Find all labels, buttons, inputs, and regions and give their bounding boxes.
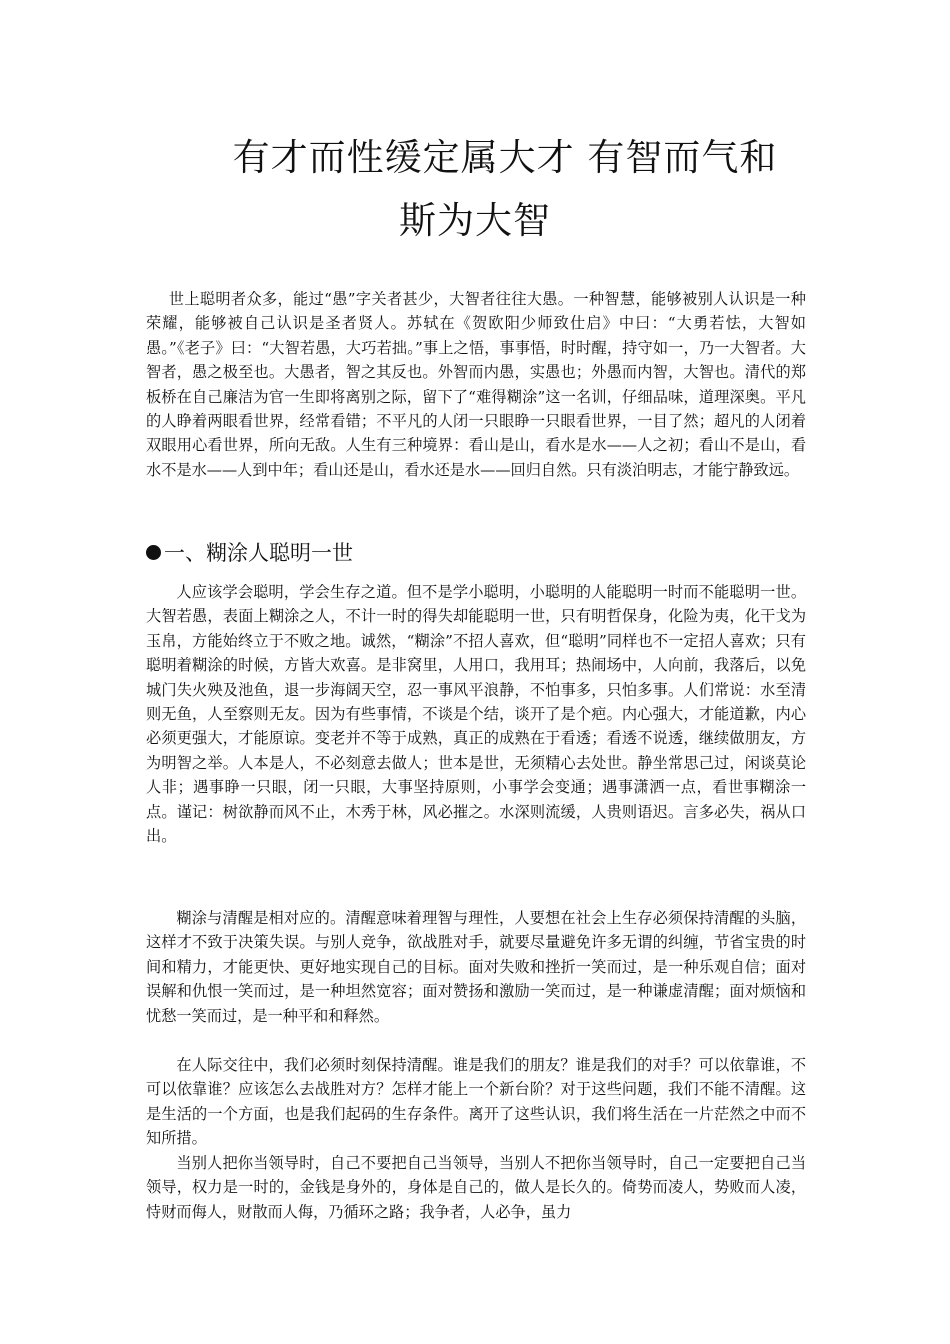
body-paragraph: 在人际交往中，我们必须时刻保持清醒。谁是我们的朋友？谁是我们的对手？可以依靠谁，不可以依靠谁？应该怎么去战胜对方？怎样才能上一个新台阶？对于这些问题，我们不能不清醒。这是生活的一个方面，也是我们起码的生存条件。离开了这些认识，我们将生活在一片茫然之中而不知所措。 bbox=[146, 1056, 806, 1148]
document-title-line-2: 斯为大智 bbox=[399, 199, 551, 242]
body-paragraph: 当别人把你当领导时，自己不要把自己当领导，当别人不把你当领导时，自己一定要把自己当领导，权力是一时的，金钱是身外的，身体是自己的，做人是长久的。倚势而凌人，势败而人凌，恃财而侮人，财散而人侮，乃循环之路；我争者，人必争，虽力 bbox=[146, 1154, 806, 1221]
intro-paragraph: 世上聪明者众多，能过“愚”字关者甚少，大智者往往大愚。一种智慧，能够被别人认识是一种荣耀，能够被自己认识是圣者贤人。苏轼在《贺欧阳少师致仕启》中曰：“大勇若怯，大智如愚。”《老子》曰：“大智若愚，大巧若拙。”事上之悟，事事悟，时时醒，持守如一，乃一大智者。大智者，愚之极至也。大愚者，智之其反也。外智而内愚，实愚也；外愚而内智，大智也。清代的郑板桥在自己廉洁为官一生即将离别之际，留下了“难得糊涂”这一名训，仔细品味，道理深奥。平凡的人睁着两眼看世界，经常看错；不平凡的人闭一只眼睁一只眼看世界，一目了然；超凡的人闭着双眼用心看世界，所向无敌。人生有三种境界：看山是山，看水是水——人之初；看山不是山，看水不是水——人到中年；看山还是山，看水还是水——回归自然。只有淡泊明志，才能宁静致远。 bbox=[146, 290, 806, 479]
body-paragraph: 人应该学会聪明，学会生存之道。但不是学小聪明，小聪明的人能聪明一时而不能聪明一世。大智若愚，表面上糊涂之人，不计一时的得失却能聪明一世，只有明哲保身，化险为夷，化干戈为玉帛，方能始终立于不败之地。诚然，“糊涂”不招人喜欢，但“聪明”同样也不一定招人喜欢；只有聪明着糊涂的时候，方皆大欢喜。是非窝里，人用口，我用耳；热闹场中，人向前，我落后，以免城门失火殃及池鱼，退一步海阔天空，忍一事风平浪静，不怕事多，只怕多事。人们常说：水至清则无鱼，人至察则无友。因为有些事情，不谈是个结，谈开了是个疤。内心强大，才能道歉，内心必须更强大，才能原谅。变老并不等于成熟，真正的成熟在于看透；看透不说透，继续做朋友，方为明智之举。人本是人，不必刻意去做人；世本是世，无须精心去处世。静坐常思己过，闲谈莫论人非；遇事睁一只眼，闭一只眼，大事坚持原则，小事学会变通；遇事潇洒一点，看世事糊涂一点。谨记：树欲静而风不止，木秀于林，风必摧之。水深则流缓，人贵则语迟。言多必失，祸从口出。 bbox=[146, 583, 806, 846]
document-title-line-1: 有才而性缓定属大才 有智而气和 bbox=[232, 136, 778, 179]
bullet-icon bbox=[146, 545, 161, 560]
section-heading-text: 一、糊涂人聪明一世 bbox=[164, 541, 353, 565]
body-paragraph: 糊涂与清醒是相对应的。清醒意味着理智与理性，人要想在社会上生存必须保持清醒的头脑，这样才不致于决策失误。与别人竞争，欲战胜对手，就要尽量避免许多无谓的纠缠，节省宝贵的时间和精力，才能更快、更好地实现自己的目标。面对失败和挫折一笑而过，是一种乐观自信；面对误解和仇恨一笑而过，是一种坦然宽容；面对赞扬和激励一笑而过，是一种谦虚清醒；面对烦恼和忧愁一笑而过，是一种平和和释然。 bbox=[146, 909, 806, 1025]
section-heading bbox=[146, 538, 353, 568]
